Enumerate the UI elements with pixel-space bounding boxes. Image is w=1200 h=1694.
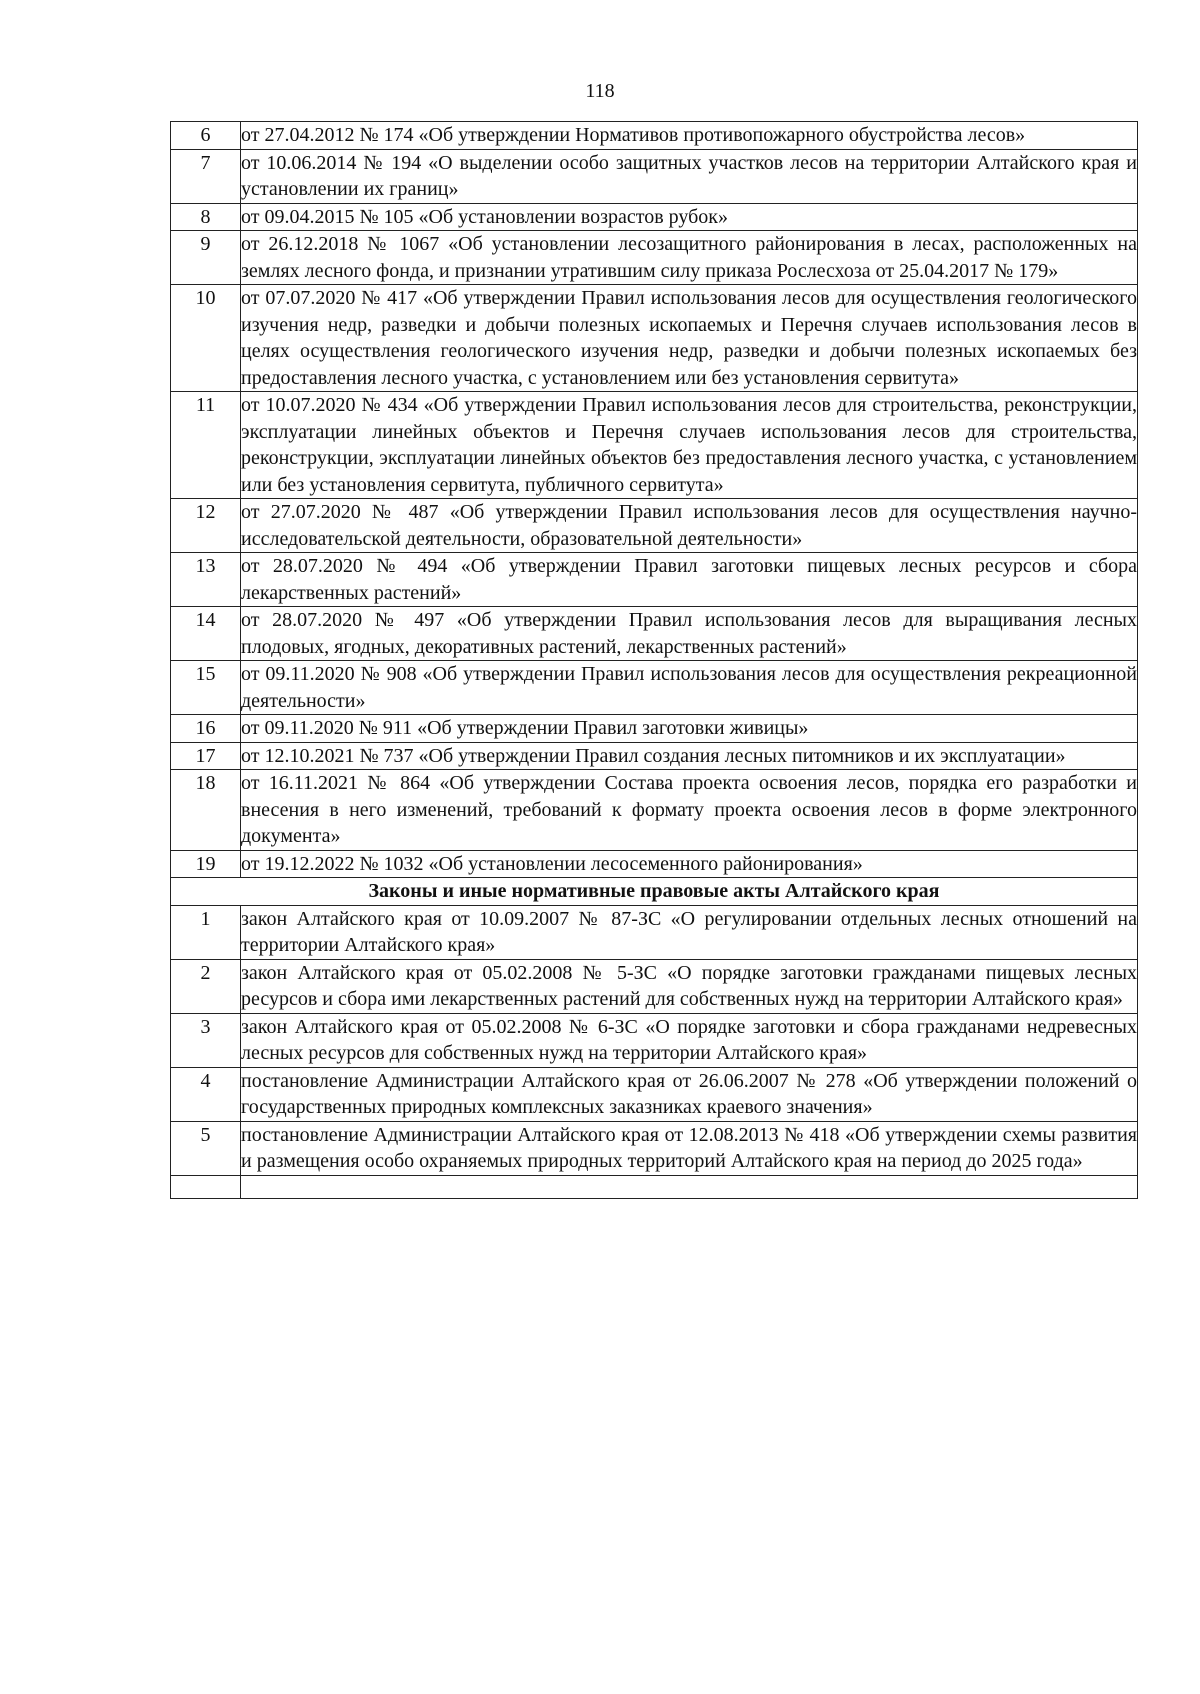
row-text: от 12.10.2021 № 737 «Об утверждении Правил создания лесных питомников и их эксплуатации» <box>241 742 1138 770</box>
row-text: от 09.11.2020 № 911 «Об утверждении Правил заготовки живицы» <box>241 715 1138 743</box>
legal-acts-table <box>170 121 1138 1199</box>
row-number: 1 <box>171 905 241 959</box>
table-row <box>171 959 1138 1013</box>
table-row <box>171 770 1138 851</box>
row-number: 4 <box>171 1067 241 1121</box>
table-row <box>171 742 1138 770</box>
empty-table-row <box>171 1175 1138 1198</box>
row-number: 7 <box>171 149 241 203</box>
section-heading-row <box>171 878 1138 906</box>
table-row <box>171 392 1138 499</box>
row-number: 10 <box>171 285 241 392</box>
row-text: от 28.07.2020 № 497 «Об утверждении Правил использования лесов для выращивания лесных плодовых, ягодных, декоративных растений, лекарственных растений» <box>241 607 1138 661</box>
row-text: от 10.06.2014 № 194 «О выделении особо защитных участков лесов на территории Алтайского края и установлении их границ» <box>241 149 1138 203</box>
row-number: 8 <box>171 203 241 231</box>
row-number: 6 <box>171 122 241 150</box>
row-number: 9 <box>171 231 241 285</box>
table-row <box>171 850 1138 878</box>
table-row <box>171 607 1138 661</box>
row-number: 15 <box>171 661 241 715</box>
table-row <box>171 499 1138 553</box>
table-row <box>171 285 1138 392</box>
row-text: от 26.12.2018 № 1067 «Об установлении лесозащитного районирования в лесах, расположенных на землях лесного фонда, и признании утратившим силу приказа Рослесхоза от 25.04.2017 № 179» <box>241 231 1138 285</box>
table-row <box>171 1067 1138 1121</box>
table-row <box>171 122 1138 150</box>
row-number: 5 <box>171 1121 241 1175</box>
table-row <box>171 231 1138 285</box>
row-number: 17 <box>171 742 241 770</box>
row-text: от 10.07.2020 № 434 «Об утверждении Правил использования лесов для строительства, реконструкции, эксплуатации линейных объектов и Перечня случаев использования лесов для строительства, реконструкции, эксплуатации линейных объектов без предоставления лесного участка, с установлением или без установления сервитута, публичного сервитута» <box>241 392 1138 499</box>
table-row <box>171 203 1138 231</box>
row-text: закон Алтайского края от 05.02.2008 № 5-ЗС «О порядке заготовки гражданами пищевых лесных ресурсов и сбора ими лекарственных растений для собственных нужд на территории Алтайского края» <box>241 959 1138 1013</box>
table-row <box>171 905 1138 959</box>
table-row <box>171 553 1138 607</box>
row-text: постановление Администрации Алтайского края от 26.06.2007 № 278 «Об утверждении положений о государственных природных комплексных заказниках краевого значения» <box>241 1067 1138 1121</box>
section-title: Законы и иные нормативные правовые акты Алтайского края <box>171 878 1138 906</box>
row-text: от 07.07.2020 № 417 «Об утверждении Правил использования лесов для осуществления геологического изучения недр, разведки и добычи полезных ископаемых и Перечня случаев использования лесов в целях осуществления геологического изучения недр, разведки и добычи полезных ископаемых без предоставления лесного участка, с установлением или без установления сервитута» <box>241 285 1138 392</box>
row-text: закон Алтайского края от 10.09.2007 № 87-ЗС «О регулировании отдельных лесных отношений на территории Алтайского края» <box>241 905 1138 959</box>
empty-cell <box>241 1175 1138 1198</box>
row-number: 2 <box>171 959 241 1013</box>
row-number: 14 <box>171 607 241 661</box>
row-text: закон Алтайского края от 05.02.2008 № 6-ЗС «О порядке заготовки и сбора гражданами недревесных лесных ресурсов для собственных нужд на территории Алтайского края» <box>241 1013 1138 1067</box>
empty-cell <box>171 1175 241 1198</box>
table-row <box>171 149 1138 203</box>
row-text: от 09.04.2015 № 105 «Об установлении возрастов рубок» <box>241 203 1138 231</box>
page-number: 118 <box>585 80 615 102</box>
row-text: постановление Администрации Алтайского края от 12.08.2013 № 418 «Об утверждении схемы развития и размещения особо охраняемых природных территорий Алтайского края на период до 2025 года» <box>241 1121 1138 1175</box>
table-row <box>171 1013 1138 1067</box>
row-text: от 28.07.2020 № 494 «Об утверждении Правил заготовки пищевых лесных ресурсов и сбора лекарственных растений» <box>241 553 1138 607</box>
table-row <box>171 715 1138 743</box>
row-text: от 16.11.2021 № 864 «Об утверждении Состава проекта освоения лесов, порядка его разработки и внесения в него изменений, требований к формату проекта освоения лесов в форме электронного документа» <box>241 770 1138 851</box>
row-text: от 19.12.2022 № 1032 «Об установлении лесосеменного районирования» <box>241 850 1138 878</box>
row-number: 19 <box>171 850 241 878</box>
row-number: 12 <box>171 499 241 553</box>
table-row <box>171 661 1138 715</box>
row-number: 13 <box>171 553 241 607</box>
row-text: от 27.07.2020 № 487 «Об утверждении Правил использования лесов для осуществления научно-исследовательской деятельности, образовательной деятельности» <box>241 499 1138 553</box>
row-number: 16 <box>171 715 241 743</box>
row-number: 18 <box>171 770 241 851</box>
row-text: от 09.11.2020 № 908 «Об утверждении Правил использования лесов для осуществления рекреационной деятельности» <box>241 661 1138 715</box>
table-row <box>171 1121 1138 1175</box>
row-text: от 27.04.2012 № 174 «Об утверждении Нормативов противопожарного обустройства лесов» <box>241 122 1138 150</box>
row-number: 3 <box>171 1013 241 1067</box>
row-number: 11 <box>171 392 241 499</box>
